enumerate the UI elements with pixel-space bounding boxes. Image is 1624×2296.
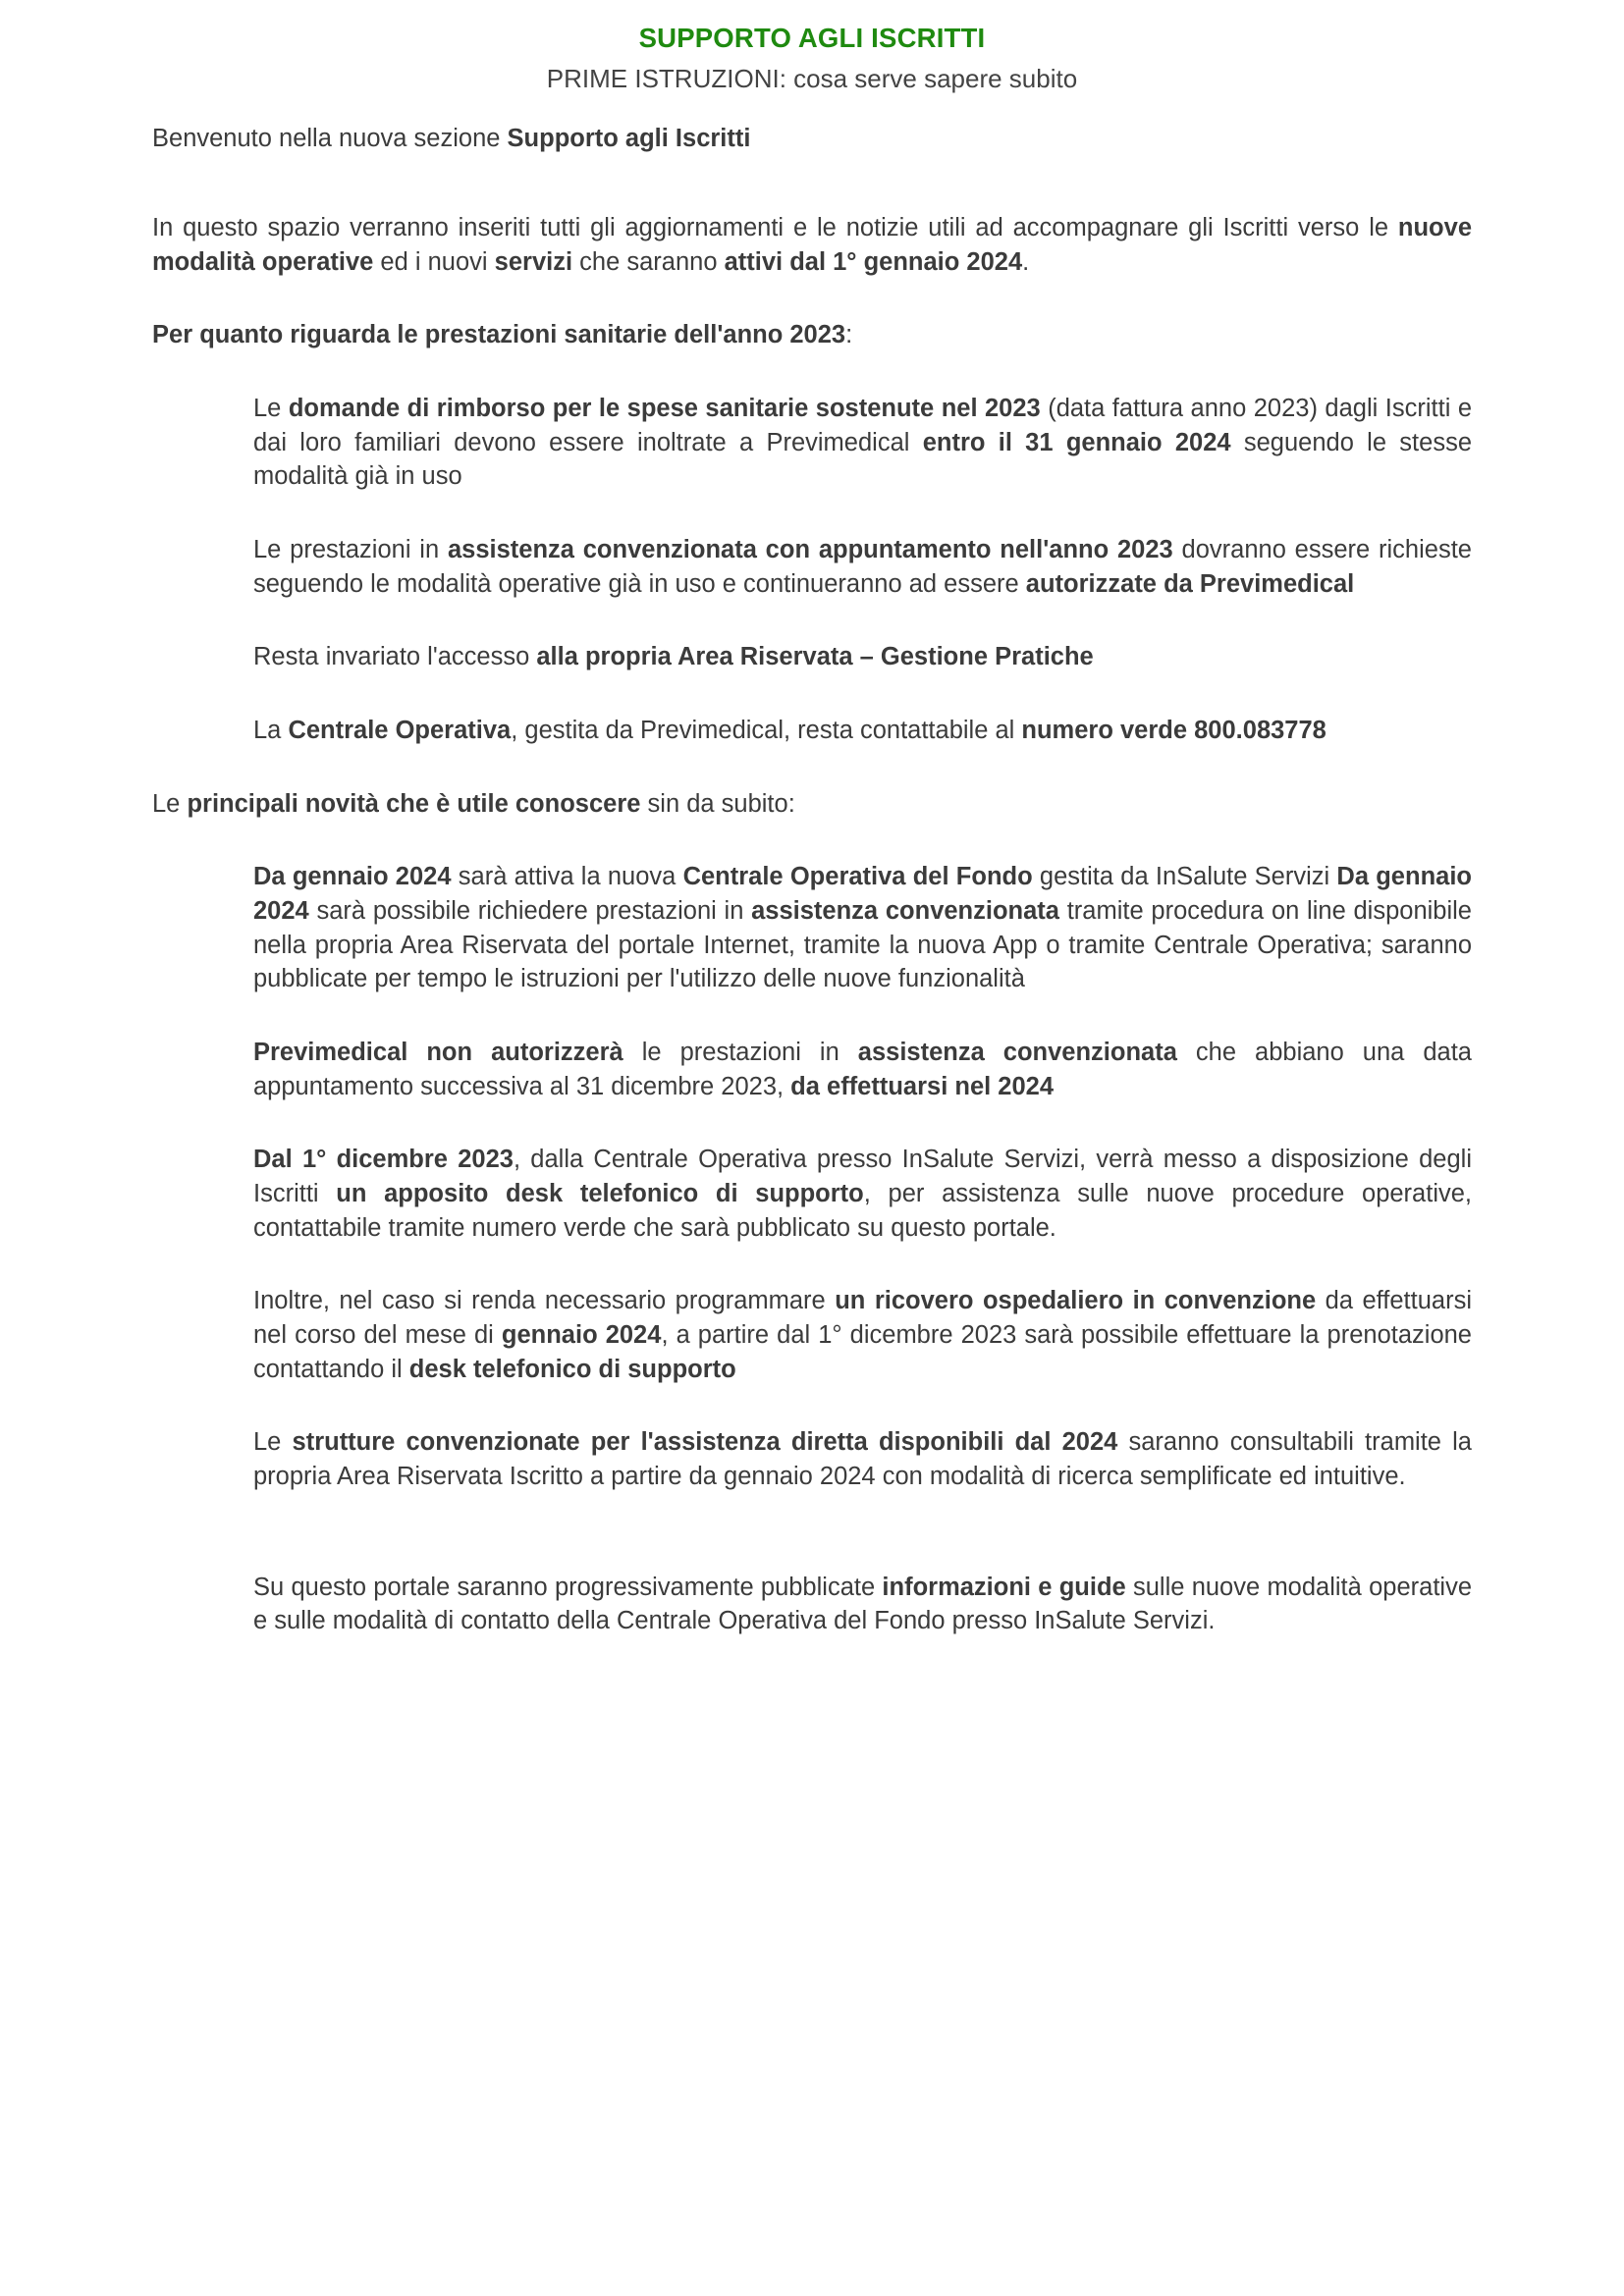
paragraph-rimborso-2023 <box>253 392 1472 494</box>
document-body <box>152 122 1472 1638</box>
text-emphasis: da effettuarsi nel 2024 <box>790 1072 1055 1100</box>
text-emphasis: numero verde 800.083778 <box>1021 716 1326 744</box>
page-subtitle: PRIME ISTRUZIONI: cosa serve sapere subito <box>546 64 1078 94</box>
text-run: ed i nuovi <box>373 247 495 276</box>
text-run: La <box>253 716 289 744</box>
text-emphasis: entro il 31 gennaio 2024 <box>922 428 1231 456</box>
text-run: , gestita da Previmedical, resta contattabile al <box>511 716 1022 744</box>
text-emphasis: Per quanto riguarda le prestazioni sanitarie dell'anno 2023 <box>152 321 846 349</box>
paragraph-informazioni-e-guide <box>253 1571 1472 1638</box>
paragraph-heading-prestazioni-2023 <box>152 318 1472 352</box>
text-run: , a partire dal 1° dicembre 2023 sarà possibile effettuare la prenotazione contattando il <box>253 1320 1472 1383</box>
text-emphasis: Previmedical non autorizzerà <box>253 1038 623 1066</box>
text-run: gestita da InSalute Servizi <box>1032 863 1337 891</box>
text-emphasis: un apposito desk telefonico di supporto <box>336 1179 864 1207</box>
text-run: Inoltre, nel caso si renda necessario programmare <box>253 1287 836 1315</box>
paragraph-desk-telefonico <box>253 1143 1472 1245</box>
text-emphasis: autorizzate da Previmedical <box>1025 569 1355 598</box>
text-run: saranno consultabili tramite la propria Area Riservata Iscritto a partire da gennaio 2024 con modalità di ricerca semplificate ed intuitive. <box>253 1428 1472 1490</box>
text-run: Le prestazioni in <box>253 535 448 563</box>
paragraph-intro <box>152 211 1472 279</box>
text-run: , per assistenza sulle nuove procedure operative, contattabile tramite numero verde che sarà pubblicato su questo portale. <box>253 1179 1472 1242</box>
text-run: Le <box>152 789 188 818</box>
text-run: Su questo portale saranno progressivamente pubblicate <box>253 1573 883 1601</box>
text-emphasis: Da gennaio 2024 <box>253 863 1472 925</box>
text-run: da effettuarsi nel corso del mese di <box>253 1287 1472 1349</box>
text-run: Le <box>253 394 289 422</box>
text-emphasis: servizi <box>494 247 573 276</box>
text-run: Resta invariato l'accesso <box>253 643 537 671</box>
text-emphasis: nuove modalità operative <box>152 213 1472 276</box>
text-run: le prestazioni in <box>623 1038 858 1066</box>
text-run: (data fattura anno 2023) dagli Iscritti e dai loro familiari devono essere inoltrate a Previmedical <box>253 394 1473 456</box>
text-run: : <box>845 321 853 349</box>
text-emphasis: strutture convenzionate per l'assistenza diretta disponibili dal 2024 <box>292 1428 1118 1457</box>
text-run: Benvenuto nella nuova sezione <box>152 125 508 153</box>
text-emphasis: Centrale Operativa del Fondo <box>682 863 1033 891</box>
text-emphasis: desk telefonico di supporto <box>408 1355 736 1383</box>
paragraph-welcome <box>152 122 1472 156</box>
text-emphasis: alla propria Area Riservata – Gestione Pratiche <box>536 643 1094 671</box>
paragraph-heading-novita <box>152 787 1472 822</box>
paragraph-area-riservata <box>253 640 1472 674</box>
paragraph-previmedical-non-autorizzera <box>253 1036 1472 1103</box>
text-run: . <box>1022 247 1030 276</box>
text-emphasis: informazioni e guide <box>882 1573 1126 1601</box>
text-run: sulle nuove modalità operative e sulle modalità di contatto della Centrale Operativa del Fondo presso InSalute Servizi. <box>253 1573 1472 1635</box>
text-run: che saranno <box>572 247 725 276</box>
page-title: SUPPORTO AGLI ISCRITTI <box>638 23 986 53</box>
text-emphasis: un ricovero ospedaliero in convenzione <box>835 1287 1317 1315</box>
text-run: tramite procedura on line disponibile nella propria Area Riservata del portale Internet, tramite la nuova App o tramite Centrale Operativa; saranno pubblicate per tempo le istruzioni per l'utilizzo delle nuove funzionalità <box>253 896 1472 993</box>
text-emphasis: gennaio 2024 <box>501 1320 662 1349</box>
text-emphasis: assistenza convenzionata <box>751 896 1059 925</box>
paragraph-strutture-convenzionate <box>253 1425 1472 1493</box>
text-emphasis: attivi dal 1° gennaio 2024 <box>724 247 1023 276</box>
text-run: seguendo le stesse modalità già in uso <box>253 428 1473 491</box>
text-run: che abbiano una data appuntamento successiva al 31 dicembre 2023, <box>253 1038 1472 1100</box>
text-emphasis: assistenza convenzionata con appuntamento nell'anno 2023 <box>447 535 1173 563</box>
text-run: sarà attiva la nuova <box>451 863 683 891</box>
text-emphasis: Centrale Operativa <box>288 716 512 744</box>
text-emphasis: domande di rimborso per le spese sanitarie sostenute nel 2023 <box>288 394 1041 422</box>
text-emphasis: Da gennaio 2024 <box>253 863 452 891</box>
text-emphasis: Supporto agli Iscritti <box>507 125 751 153</box>
text-run: sin da subito: <box>640 789 795 818</box>
text-emphasis: assistenza convenzionata <box>857 1038 1177 1066</box>
paragraph-da-gennaio-2024 <box>253 860 1472 996</box>
paragraph-centrale-operativa-numero <box>253 714 1472 748</box>
text-emphasis: principali novità che è utile conoscere <box>187 789 641 818</box>
text-run: dovranno essere richieste seguendo le modalità operative già in uso e continueranno ad essere <box>253 535 1472 598</box>
text-run: Le <box>253 1428 293 1457</box>
text-run: In questo spazio verranno inseriti tutti gli aggiornamenti e le notizie utili ad accompagnare gli Iscritti verso le <box>152 213 1398 241</box>
paragraph-ricovero-ospedaliero <box>253 1284 1472 1386</box>
text-emphasis: Dal 1° dicembre 2023 <box>253 1146 514 1174</box>
paragraph-assistenza-convenzionata-2023 <box>253 533 1472 601</box>
text-run: sarà possibile richiedere prestazioni in <box>308 896 752 925</box>
text-run: , dalla Centrale Operativa presso InSalute Servizi, verrà messo a disposizione degli Iscritti <box>253 1146 1472 1207</box>
